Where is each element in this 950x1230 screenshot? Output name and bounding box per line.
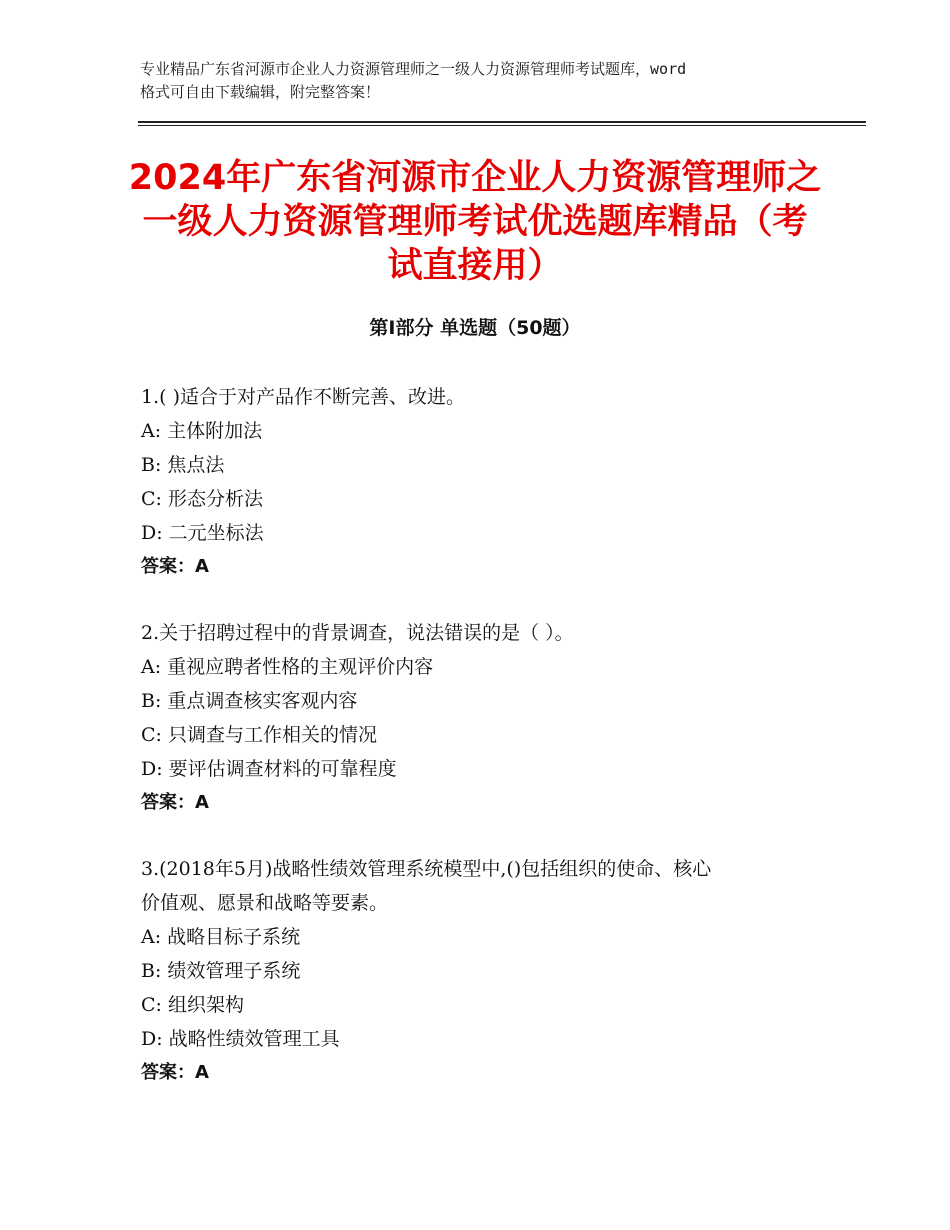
question-list xyxy=(141,380,821,1122)
option-b: B: 绩效管理子系统 xyxy=(141,960,301,982)
option-d: D: 战略性绩效管理工具 xyxy=(141,1028,340,1050)
answer-label: 答案：A xyxy=(141,792,209,813)
header-note xyxy=(140,58,840,104)
question-stem-line-1: 3.(2018年5月)战略性绩效管理系统模型中,()包括组织的使命、核心 xyxy=(141,858,712,880)
answer-label: 答案：A xyxy=(141,1062,209,1083)
option-b: B: 重点调查核实客观内容 xyxy=(141,690,358,712)
option-d: D: 要评估调查材料的可靠程度 xyxy=(141,758,397,780)
document-title-line-2: 一级人力资源管理师考试优选题库精品（考 xyxy=(142,202,808,242)
question-stem: 2.关于招聘过程中的背景调查，说法错误的是（ ）。 xyxy=(141,622,574,644)
question-3 xyxy=(141,852,821,1090)
header-note-line-2: 格式可自由下载编辑，附完整答案！ xyxy=(140,83,381,101)
document-title-line-1: 2024年广东省河源市企业人力资源管理师之 xyxy=(128,158,822,198)
answer-label: 答案：A xyxy=(141,556,209,577)
document-title xyxy=(100,156,850,288)
option-a: A: 重视应聘者性格的主观评价内容 xyxy=(141,656,434,678)
option-c: C: 组织架构 xyxy=(141,994,244,1016)
question-stem: 1.( )适合于对产品作不断完善、改进。 xyxy=(141,386,465,408)
header-note-line-1: 专业精品广东省河源市企业人力资源管理师之一级人力资源管理师考试题库，word xyxy=(140,60,687,78)
header-divider-thick xyxy=(138,121,866,123)
option-c: C: 只调查与工作相关的情况 xyxy=(141,724,377,746)
question-2 xyxy=(141,616,821,820)
header-divider-thin xyxy=(138,125,866,126)
option-d: D: 二元坐标法 xyxy=(141,522,264,544)
option-a: A: 主体附加法 xyxy=(141,420,263,442)
document-title-line-3: 试直接用） xyxy=(387,246,563,286)
option-c: C: 形态分析法 xyxy=(141,488,263,510)
option-a: A: 战略目标子系统 xyxy=(141,926,301,948)
section-heading: 第Ⅰ部分 单选题（50题） xyxy=(369,317,581,339)
option-b: B: 焦点法 xyxy=(141,454,225,476)
question-1 xyxy=(141,380,821,584)
question-stem-line-2: 价值观、愿景和战略等要素。 xyxy=(141,892,389,914)
